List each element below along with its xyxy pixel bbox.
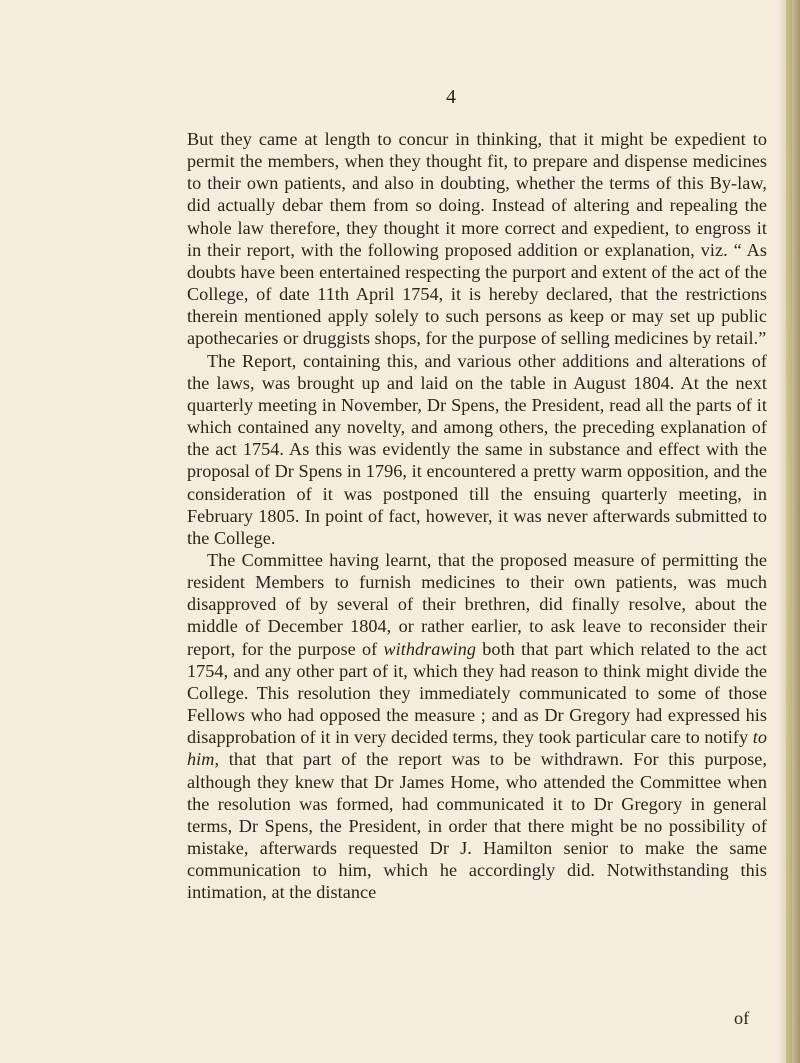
paragraph-3-text-a: The Committee having learnt, that the proposed measure of permitting the resident Members to furnish medicines to their own patients, was much disapproved of by several of their brethren, did finally resolve, about the middle of December 1804, or rather earlier, to ask leave to reconsider their report, for the purpose of <box>187 549 767 659</box>
paragraph-1: But they came at length to concur in thinking, that it might be expedient to permit the members, when they thought fit, to prepare and dispense medicines to their own patients, and also in doubting, whether the terms of this By-law, did actually debar them from so doing. Instead of altering and repealing the whole law therefore, they thought it more correct and expedient, to engross it in their report, with the following proposed addition or explanation, viz. “ As doubts have been entertained respecting the purport and extent of the act of the College, of date 11th April 1754, it is hereby declared, that the restrictions therein mentioned apply solely to such persons as keep or may set up public apothecaries or druggists shops, for the purpose of selling medicines by retail.” <box>187 129 767 349</box>
paragraph-3-text-c: , that that part of the report was to be withdrawn. For this purpose, although they knew that Dr James Home, who attended the Committee when the resolution was formed, had communicated it to Dr Gregory in general terms, Dr Spens, the President, in order that there might be no possibility of mistake, afterwards requested Dr J. Hamilton senior to make the same communication to him, which he accordingly did. Notwithstanding this intimation, at the distance <box>187 749 767 903</box>
page-edge-stain <box>786 0 792 1063</box>
paragraph-2: The Report, containing this, and various other additions and alterations of the laws, was brought up and laid on the table in August 1804. At the next quarterly meeting in November, Dr Spens, the President, read all the parts of it which contained any novelty, and among others, the preceding explanation of the act 1754. As this was evidently the same in substance and effect with the proposal of Dr Spens in 1796, it encountered a pretty warm opposition, and the consideration of it was postponed till the ensuing quarterly meeting, in February 1805. In point of fact, however, it was never afterwards submitted to the College. <box>187 350 767 548</box>
paragraph-3 <box>187 549 767 904</box>
emphasis-withdrawing: withdrawing <box>383 638 477 659</box>
body-text <box>187 128 767 903</box>
page-number: 4 <box>446 86 456 108</box>
emphasis-to-him: to him <box>187 727 767 770</box>
paragraph-3-text-b: both that part which related to the act 1754, and any other part of it, which they had reason to think might divide the College. This resolution they immediately communicated to some of those Fellows who had opposed the measure ; and as Dr Gregory had expressed his disapprobation of it in very decided terms, they took particular care to notify <box>187 638 768 748</box>
catchword: of <box>734 1008 750 1028</box>
